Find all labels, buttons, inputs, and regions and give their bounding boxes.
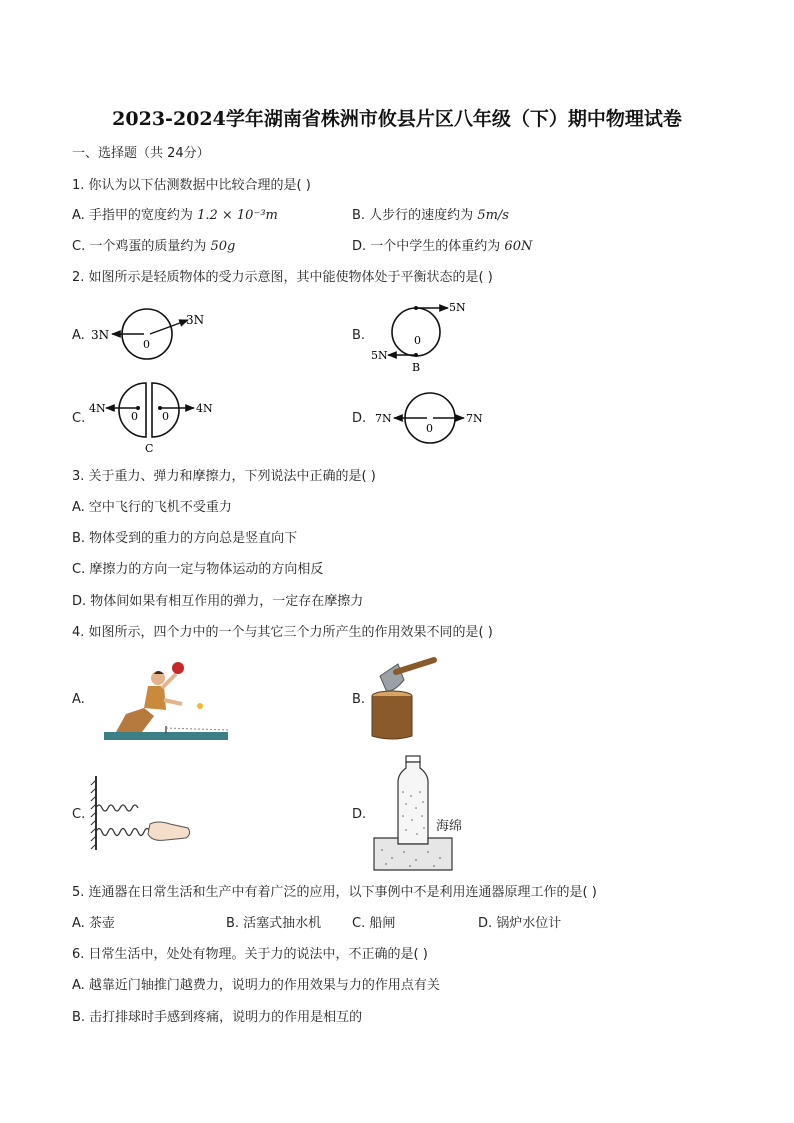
section-heading: 一、选择题（共 24分）	[72, 146, 210, 161]
q1-option-d-text: D. 一个中学生的体重约为	[352, 239, 501, 254]
center-label-left: 0	[131, 410, 138, 423]
q1-option-c-text: C. 一个鸡蛋的质量约为	[72, 239, 207, 254]
center-label: 0	[426, 422, 433, 435]
q1-option-c-value: 50g	[210, 239, 236, 254]
body-circle	[392, 308, 440, 356]
q4-option-d-label: D.	[352, 807, 367, 822]
point-label: C	[145, 442, 154, 455]
q4-option-a-label: A.	[72, 692, 85, 707]
spring-stretch-image	[88, 772, 198, 854]
q6-stem: 6. 日常生活中，处处有物理。关于力的说法中，不正确的是( )	[72, 947, 428, 962]
ball	[197, 703, 203, 709]
hand	[148, 822, 190, 840]
bottle	[398, 762, 428, 844]
q5-option-b: B. 活塞式抽水机	[226, 916, 322, 931]
q3-stem: 3. 关于重力、弹力和摩擦力，下列说法中正确的是( )	[72, 469, 376, 484]
net	[166, 728, 228, 730]
q1-option-d	[352, 239, 532, 255]
q1-stem: 1. 你认为以下估测数据中比较合理的是( )	[72, 178, 311, 193]
q1-option-a	[72, 208, 278, 224]
player-arm-forward	[164, 700, 182, 704]
force-label-left: 7N	[375, 412, 392, 425]
q5-option-c: C. 船闸	[352, 916, 396, 931]
force-point-bottom	[414, 353, 418, 357]
q3-option-b: B. 物体受到的重力的方向总是竖直向下	[72, 531, 298, 546]
q5-option-d: D. 锅炉水位计	[478, 916, 562, 931]
center-label-right: 0	[162, 410, 169, 423]
force-label-bottom: 5N	[371, 349, 388, 362]
page-title: 2023-2024学年湖南省株洲市攸县片区八年级（下）期中物理试卷	[112, 108, 682, 130]
q3-option-d: D. 物体间如果有相互作用的弹力，一定存在摩擦力	[72, 594, 364, 609]
q1-option-d-value: 60N	[504, 239, 533, 254]
q2-figure-b	[366, 296, 476, 376]
force-label-right: 3N	[186, 313, 205, 327]
q1-option-a-text: A. 手指甲的宽度约为	[72, 208, 193, 223]
q1-option-a-value: 1.2 × 10⁻³m	[197, 208, 278, 223]
q2-option-c-label: C.	[72, 411, 86, 426]
force-label-left: 3N	[91, 328, 110, 342]
q1-option-b-value: 5m/s	[477, 208, 509, 223]
force-label-right: 7N	[466, 412, 483, 425]
q2-figure-d	[372, 390, 492, 446]
q6-option-a: A. 越靠近门轴推门越费力，说明力的作用效果与力的作用点有关	[72, 978, 440, 993]
force-point-top	[414, 306, 418, 310]
q1-option-b-text: B. 人步行的速度约为	[352, 208, 474, 223]
q3-option-c: C. 摩擦力的方向一定与物体运动的方向相反	[72, 562, 324, 577]
q2-option-d-label: D.	[352, 411, 367, 426]
player-torso	[144, 686, 166, 710]
q1-option-c	[72, 239, 235, 255]
q2-figure-a	[88, 302, 218, 366]
bottle-cap	[406, 756, 420, 762]
q2-figure-c	[86, 380, 216, 458]
player-legs	[116, 708, 154, 732]
q1-option-b	[352, 208, 509, 224]
sponge-label: 海绵	[436, 819, 463, 834]
log-body	[372, 696, 412, 739]
q2-option-b-label: B.	[352, 328, 366, 343]
center-label: 0	[143, 338, 150, 351]
q2-option-a-label: A.	[72, 328, 85, 343]
upper-spring	[96, 805, 138, 811]
paddle	[172, 662, 184, 674]
player-hair	[154, 671, 164, 674]
lower-spring	[96, 829, 150, 836]
q5-option-a: A. 茶壶	[72, 916, 115, 931]
q4-option-c-label: C.	[72, 807, 86, 822]
axe-and-log-image	[370, 654, 440, 744]
table-tennis-player-image	[102, 656, 232, 744]
q3-option-a: A. 空中飞行的飞机不受重力	[72, 500, 232, 515]
axe-handle	[396, 660, 434, 672]
force-label-right: 4N	[196, 402, 213, 415]
force-label-left: 4N	[89, 402, 106, 415]
center-label: 0	[414, 334, 421, 347]
q6-option-b: B. 击打排球时手感到疼痛，说明力的作用是相互的	[72, 1010, 363, 1025]
q4-option-b-label: B.	[352, 692, 366, 707]
q4-stem: 4. 如图所示，四个力中的一个与其它三个力所产生的作用效果不同的是( )	[72, 625, 493, 640]
q2-stem: 2. 如图所示是轻质物体的受力示意图，其中能使物体处于平衡状态的是( )	[72, 270, 493, 285]
point-label: B	[412, 361, 421, 374]
bottle-on-sponge-image	[370, 752, 463, 874]
force-label-top: 5N	[449, 301, 466, 314]
q5-stem: 5. 连通器在日常生活和生产中有着广泛的应用，以下事例中不是利用连通器原理工作的是( )	[72, 885, 597, 900]
